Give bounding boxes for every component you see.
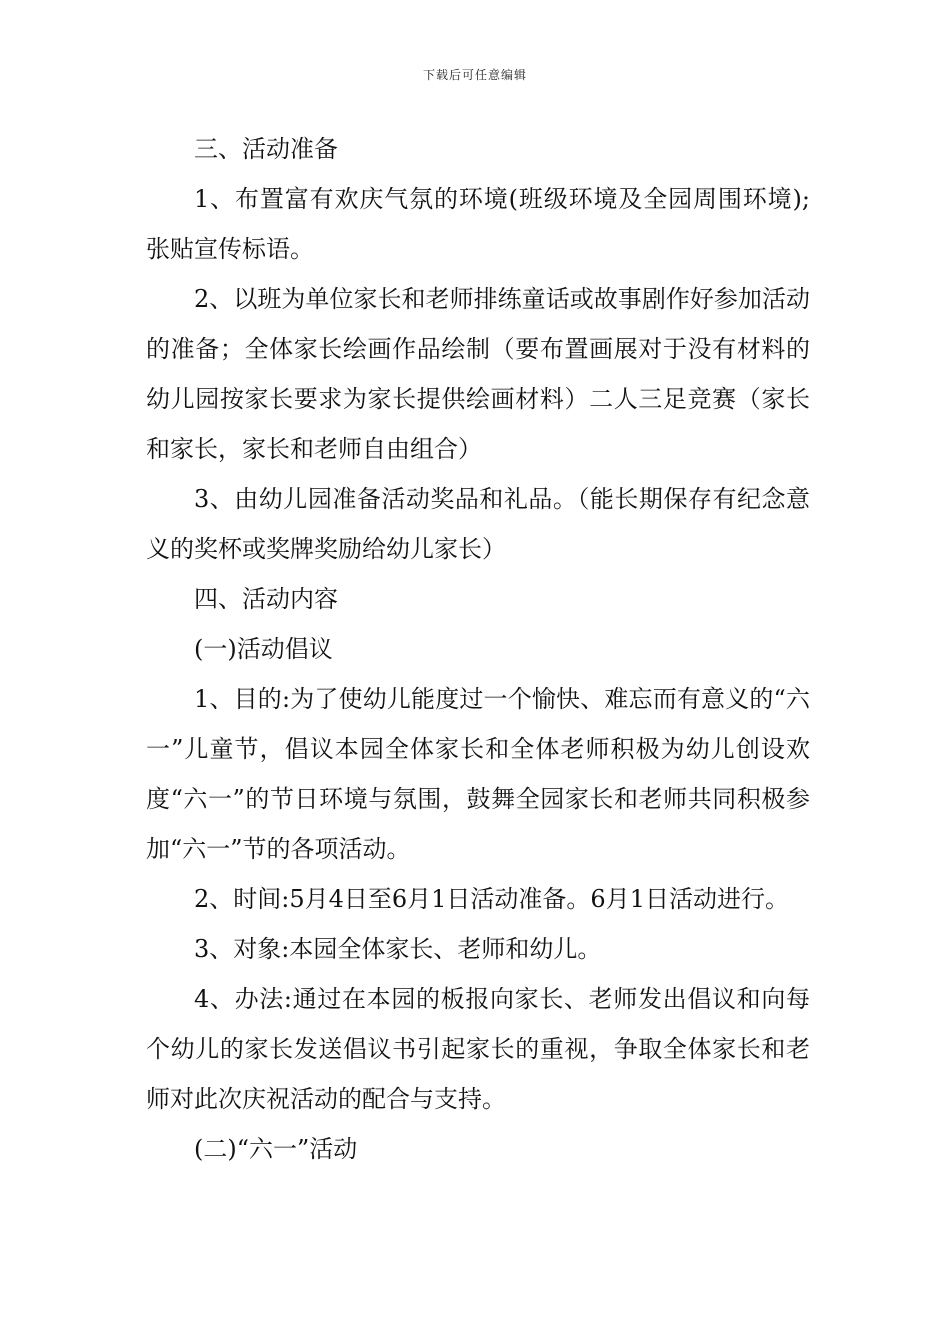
paragraph-target: 3、对象:本园全体家长、老师和幼儿。 bbox=[194, 935, 602, 963]
paragraph-purpose: 1、目的:为了使幼儿能度过一个愉快、难忘而有意义的“六一”儿童节，倡议本园全体家长和全体老师积极为幼儿创设欢度“六一”的节日环境与氛围，鼓舞全园家长和老师共同积极参加“六一”节的各项活动。 bbox=[146, 685, 810, 863]
document-body bbox=[146, 124, 810, 1174]
section-heading-preparation: 三、活动准备 bbox=[194, 135, 338, 163]
paragraph-prep-2: 2、以班为单位家长和老师排练童话或故事剧作好参加活动的准备；全体家长绘画作品绘制（要布置画展对于没有材料的幼儿园按家长要求为家长提供绘画材料）二人三足竞赛（家长和家长，家长和老师自由组合） bbox=[146, 285, 810, 463]
subsection-heading-proposal: (一)活动倡议 bbox=[194, 635, 333, 663]
paragraph-method: 4、办法:通过在本园的板报向家长、老师发出倡议和向每个幼儿的家长发送倡议书引起家长的重视，争取全体家长和老师对此次庆祝活动的配合与支持。 bbox=[146, 985, 810, 1113]
paragraph-prep-1: 1、布置富有欢庆气氛的环境(班级环境及全园周围环境);张贴宣传标语。 bbox=[146, 185, 810, 263]
subsection-heading-activity: (二)“六一”活动 bbox=[194, 1135, 358, 1163]
paragraph-time: 2、时间:5月4日至6月1日活动准备。6月1日活动进行。 bbox=[194, 885, 789, 913]
paragraph-prep-3: 3、由幼儿园准备活动奖品和礼品。（能长期保存有纪念意义的奖杯或奖牌奖励给幼儿家长） bbox=[146, 485, 810, 563]
header-note: 下载后可任意编辑 bbox=[422, 68, 527, 82]
section-heading-content: 四、活动内容 bbox=[194, 585, 338, 613]
